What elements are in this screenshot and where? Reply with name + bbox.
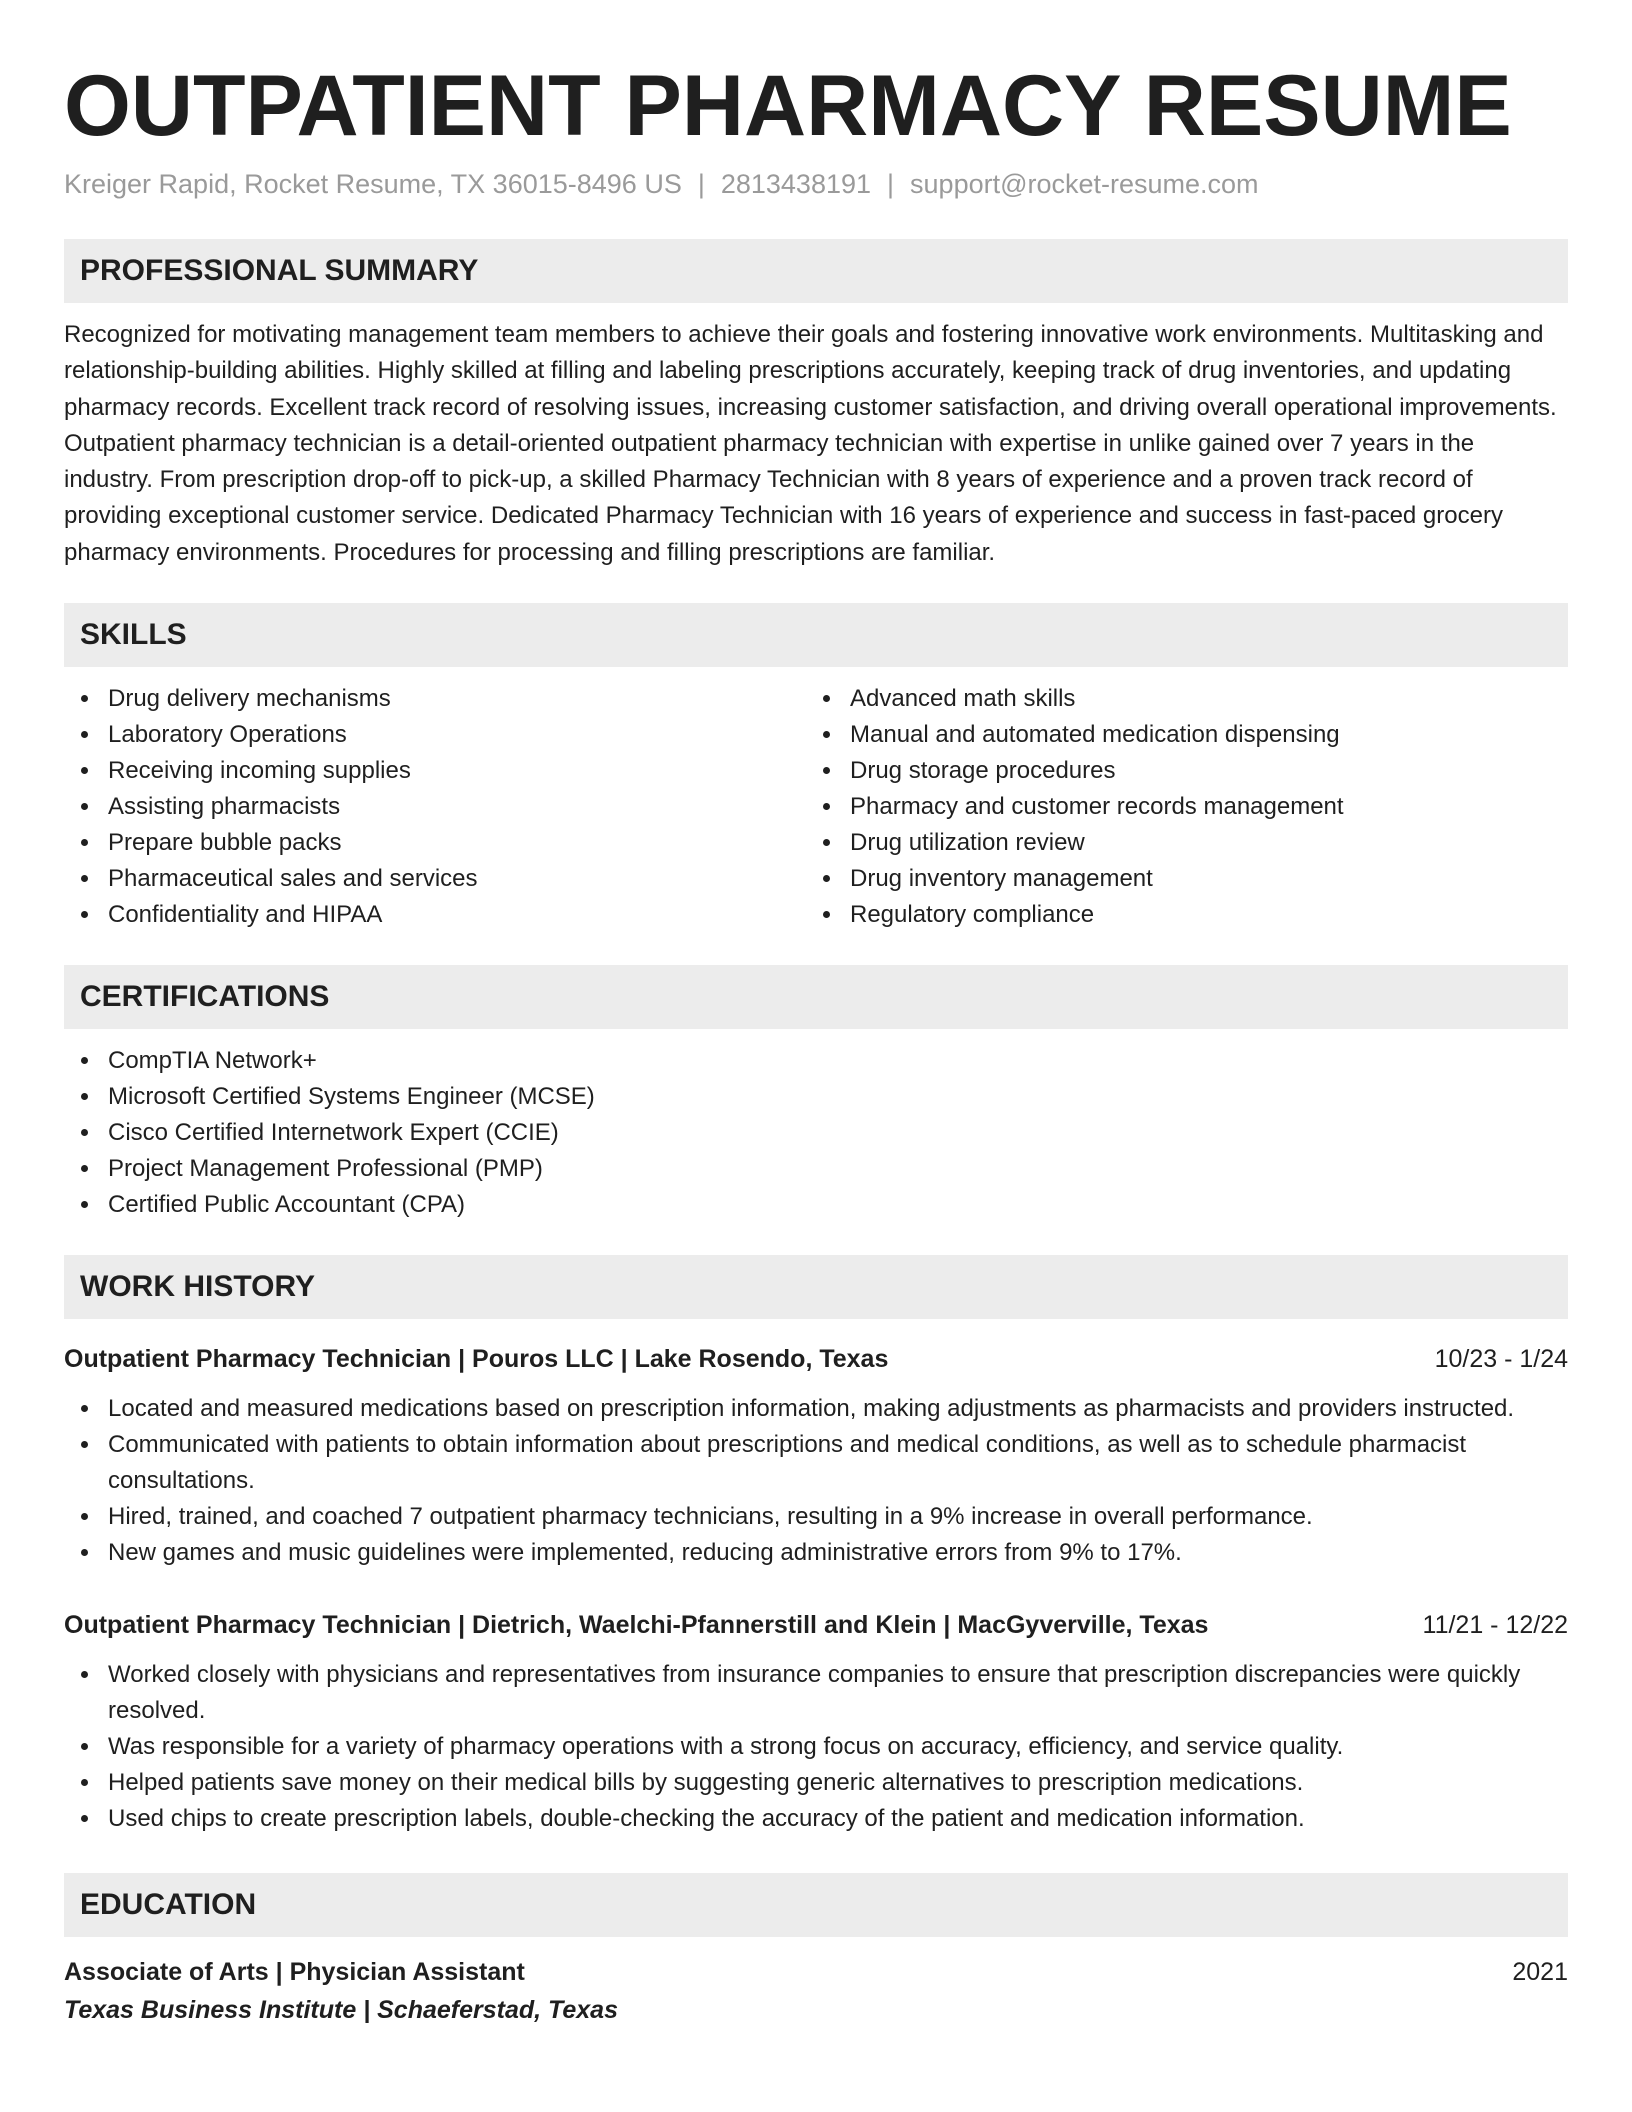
skill-item: Drug storage procedures — [806, 753, 1548, 789]
contact-phone: 2813438191 — [720, 169, 872, 199]
job-bullets — [64, 1391, 1568, 1571]
skills-columns — [64, 667, 1568, 933]
job-bullet: Located and measured medications based on prescription information, making adjustments as pharmacists and providers instructed. — [64, 1391, 1568, 1427]
work-history-heading: WORK HISTORY — [64, 1255, 1568, 1319]
contact-address: Kreiger Rapid, Rocket Resume, TX 36015-8496 US — [64, 169, 682, 199]
certification-item: Certified Public Accountant (CPA) — [64, 1187, 1568, 1223]
certification-item: CompTIA Network+ — [64, 1043, 1568, 1079]
skill-item: Confidentiality and HIPAA — [64, 897, 806, 933]
job-header — [64, 1341, 1568, 1377]
job-title: Outpatient Pharmacy Technician | Pouros LLC | Lake Rosendo, Texas — [64, 1345, 889, 1374]
job-bullets — [64, 1657, 1568, 1837]
education-degree: Associate of Arts | Physician Assistant — [64, 1958, 525, 1987]
education-entry — [64, 1953, 1568, 2029]
skill-item: Assisting pharmacists — [64, 789, 806, 825]
job-bullet: Hired, trained, and coached 7 outpatient pharmacy technicians, resulting in a 9% increase in overall performance. — [64, 1499, 1568, 1535]
certification-item: Cisco Certified Internetwork Expert (CCIE) — [64, 1115, 1568, 1151]
education-school: Texas Business Institute | Schaeferstad, Texas — [64, 1996, 618, 2025]
certification-item: Microsoft Certified Systems Engineer (MCSE) — [64, 1079, 1568, 1115]
job-dates: 10/23 - 1/24 — [1434, 1345, 1568, 1374]
education-heading: EDUCATION — [64, 1873, 1568, 1937]
skills-list-right — [806, 681, 1548, 933]
skill-item: Pharmaceutical sales and services — [64, 861, 806, 897]
skill-item: Regulatory compliance — [806, 897, 1548, 933]
education-header — [64, 1953, 1568, 1991]
skill-item: Receiving incoming supplies — [64, 753, 806, 789]
certifications-list — [64, 1043, 1568, 1223]
certification-item: Project Management Professional (PMP) — [64, 1151, 1568, 1187]
job-bullet: Helped patients save money on their medical bills by suggesting generic alternatives to prescription medications. — [64, 1765, 1568, 1801]
skill-item: Drug utilization review — [806, 825, 1548, 861]
job-bullet: New games and music guidelines were implemented, reducing administrative errors from 9% to 17%. — [64, 1535, 1568, 1571]
summary-text: Recognized for motivating management team members to achieve their goals and fostering innovative work environments. Multitasking and relationship-building abilities. Highly skilled at filling and labeling prescriptions accurately, keeping track of drug inventories, and updating pharmacy records. Excellent track record of resolving issues, increasing customer satisfaction, and driving overall operational improvements. Outpatient pharmacy technician is a detail-oriented outpatient pharmacy technician with expertise in unlike gained over 7 years in the industry. From prescription drop-off to pick-up, a skilled Pharmacy Technician with 8 years of experience and a proven track record of providing exceptional customer service. Dedicated Pharmacy Technician with 16 years of experience and success in fast-paced grocery pharmacy environments. Procedures for processing and filling prescriptions are familiar. — [64, 321, 1557, 566]
resume-title: OUTPATIENT PHARMACY RESUME — [64, 58, 1512, 154]
job-bullet: Was responsible for a variety of pharmacy operations with a strong focus on accuracy, efficiency, and service quality. — [64, 1729, 1568, 1765]
job-dates: 11/21 - 12/22 — [1422, 1611, 1568, 1640]
skill-item: Drug inventory management — [806, 861, 1548, 897]
job-entry — [64, 1341, 1568, 1571]
contact-separator: | — [697, 169, 705, 199]
job-bullet: Communicated with patients to obtain information about prescriptions and medical conditions, as well as to schedule pharmacist consultations. — [64, 1427, 1568, 1499]
contact-email: support@rocket-resume.com — [910, 169, 1259, 199]
certifications-heading: CERTIFICATIONS — [64, 965, 1568, 1029]
skill-item: Drug delivery mechanisms — [64, 681, 806, 717]
skill-item: Prepare bubble packs — [64, 825, 806, 861]
education-year: 2021 — [1512, 1958, 1568, 1987]
job-title: Outpatient Pharmacy Technician | Dietrich, Waelchi-Pfannerstill and Klein | MacGyverville, Texas — [64, 1611, 1209, 1640]
skill-item: Manual and automated medication dispensing — [806, 717, 1548, 753]
skills-heading: SKILLS — [64, 603, 1568, 667]
contact-line — [64, 166, 1568, 202]
skill-item: Advanced math skills — [806, 681, 1548, 717]
skill-item: Laboratory Operations — [64, 717, 806, 753]
job-bullet: Used chips to create prescription labels, double-checking the accuracy of the patient and medication information. — [64, 1801, 1568, 1837]
contact-separator: | — [887, 169, 895, 199]
job-entry — [64, 1607, 1568, 1837]
job-header — [64, 1607, 1568, 1643]
job-bullet: Worked closely with physicians and representatives from insurance companies to ensure that prescription discrepancies were quickly resolved. — [64, 1657, 1568, 1729]
summary-heading: PROFESSIONAL SUMMARY — [64, 239, 1568, 303]
skill-item: Pharmacy and customer records management — [806, 789, 1548, 825]
skills-list-left — [64, 681, 806, 933]
